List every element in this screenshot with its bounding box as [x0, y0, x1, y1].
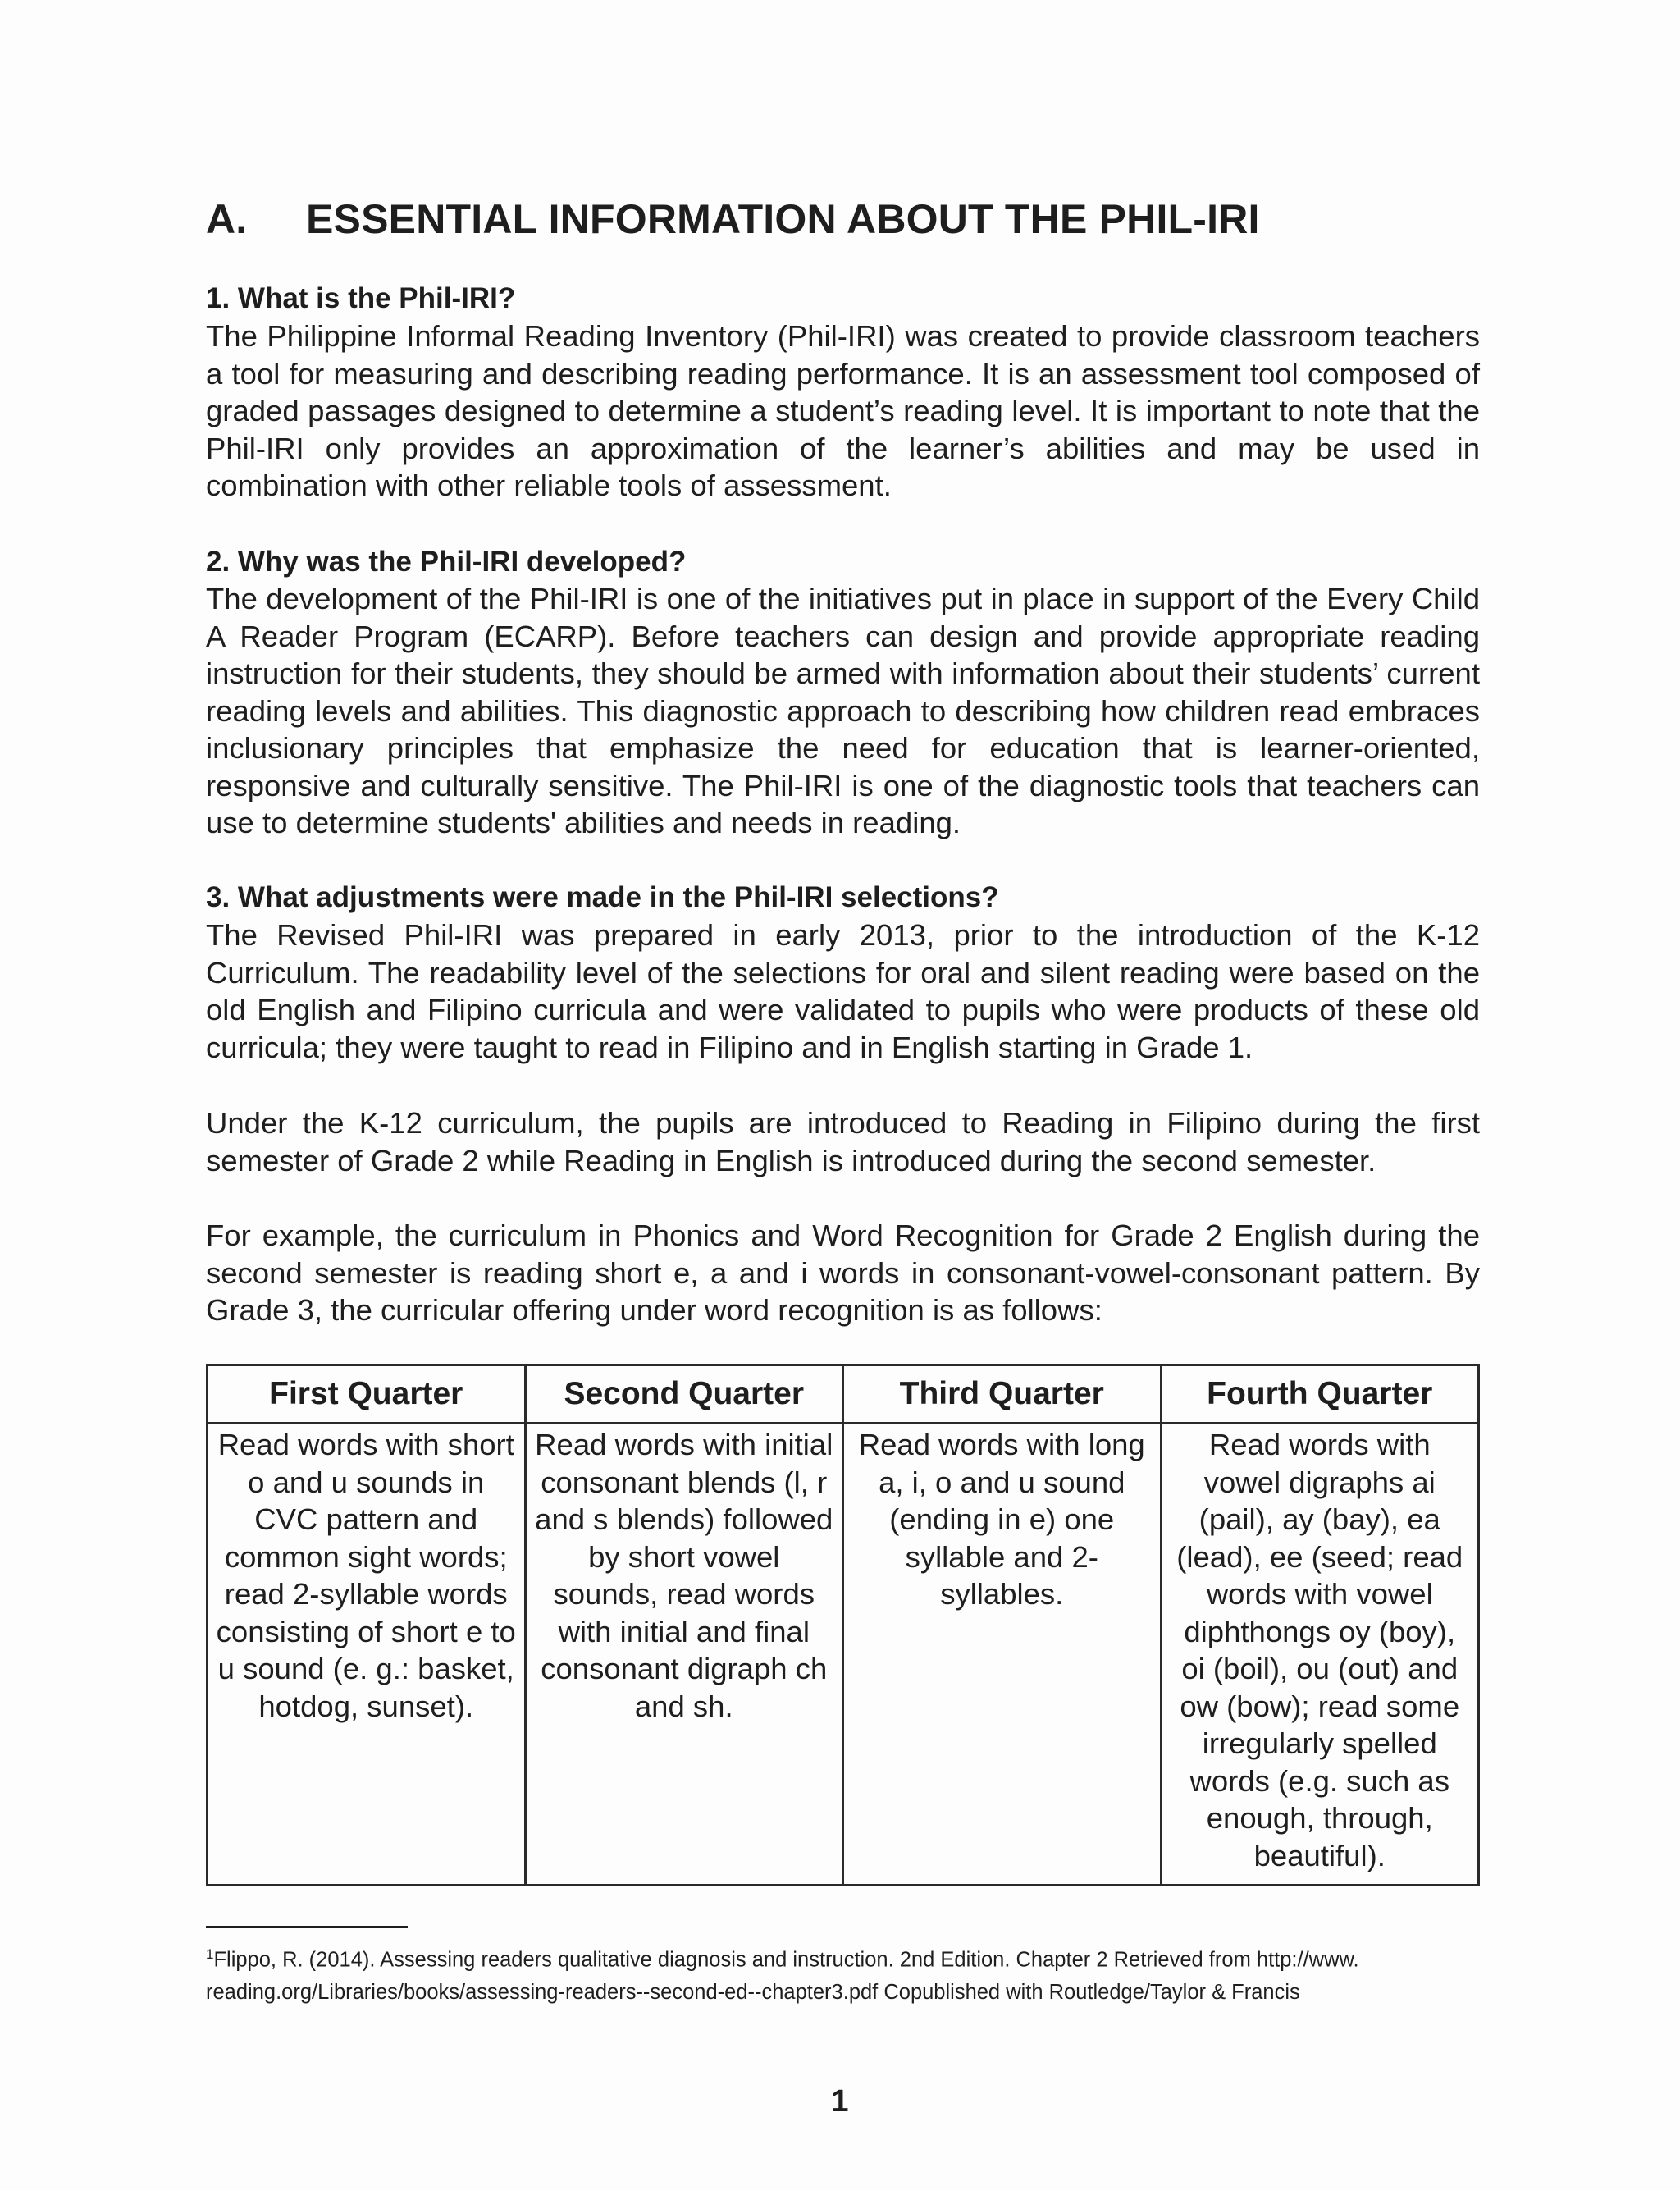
table-header-row: [208, 1365, 1479, 1424]
question-heading-1: 1. What is the Phil-IRI?: [206, 282, 516, 314]
cell-third-quarter: Read words with long a, i, o and u sound (ending in e) one syllable and 2-syllables.: [843, 1424, 1162, 1886]
cell-first-quarter: Read words with short o and u sounds in CVC pattern and common sight words; read 2-syllable words consisting of short e to u sound (e. g.: basket, hotdog, sunset).: [208, 1424, 526, 1886]
header-first-quarter: First Quarter: [208, 1365, 526, 1424]
question-heading-2: 2. Why was the Phil-IRI developed?: [206, 546, 687, 578]
question-heading-3: 3. What adjustments were made in the Phil-IRI selections?: [206, 881, 999, 913]
table-row: [208, 1424, 1479, 1886]
section-letter: A.: [206, 196, 248, 242]
paragraph-example: For example, the curriculum in Phonics and Word Recognition for Grade 2 English during the second semester is reading short e, a and i words in consonant-vowel-consonant pattern. By Grade 3, the curricular offering under word recognition is as follows:: [206, 1218, 1480, 1327]
header-second-quarter: Second Quarter: [525, 1365, 843, 1424]
footnote-divider: [206, 1926, 408, 1928]
footnote-text: Flippo, R. (2014). Assessing readers qualitative diagnosis and instruction. 2nd Edition. Chapter 2 Retrieved from http://www. reading.org/Libraries/books/assessing-readers--second-ed--chapter3.pdf Copublished with Routledge/Taylor & Francis: [206, 1948, 1359, 2004]
section-title-text: ESSENTIAL INFORMATION ABOUT THE PHIL-IRI: [306, 196, 1260, 242]
footnote: [206, 1938, 1486, 2009]
section-title: [206, 195, 1260, 243]
footnote-marker: 1: [206, 1946, 214, 1962]
cell-fourth-quarter: Read words with vowel digraphs ai (pail), ay (bay), ea (lead), ee (seed; read words with vowel diphthongs oy (boy), oi (boil), ou (out) and ow (bow); read some irregularly spelled words (e.g. such as enough, through, beautiful).: [1161, 1424, 1479, 1886]
word-recognition-table: [206, 1364, 1480, 1886]
paragraph-why-developed: The development of the Phil-IRI is one of the initiatives put in place in support of the Every Child A Reader Program (ECARP). Before teachers can design and provide appropriate reading instruction for their students, they should be armed with information about their students’ current reading levels and abilities. This diagnostic approach to describing how children read embraces inclusionary principles that emphasize the need for education that is learner-oriented, responsive and culturally sensitive. The Phil-IRI is one of the diagnostic tools that teachers can use to determine students' abilities and needs in reading.: [206, 582, 1480, 839]
header-third-quarter: Third Quarter: [843, 1365, 1162, 1424]
paragraph-k12: Under the K-12 curriculum, the pupils are introduced to Reading in Filipino during the first semester of Grade 2 while Reading in English is introduced during the second semester.: [206, 1106, 1480, 1177]
paragraph-what-is: The Philippine Informal Reading Inventory (Phil-IRI) was created to provide classroom teachers a tool for measuring and describing reading performance. It is an assessment tool composed of graded passages designed to determine a student’s reading level. It is important to note that the Phil-IRI only provides an approximation of the learner’s abilities and may be used in combination with other reliable tools of assessment.: [206, 319, 1480, 502]
header-fourth-quarter: Fourth Quarter: [1161, 1365, 1479, 1424]
paragraph-adjustments: The Revised Phil-IRI was prepared in early 2013, prior to the introduction of the K-12 Curriculum. The readability level of the selections for oral and silent reading were based on the old English and Filipino curricula and were validated to pupils who were products of these old curricula; they were taught to read in Filipino and in English starting in Grade 1.: [206, 918, 1480, 1064]
page-number: 1: [831, 2084, 849, 2119]
cell-second-quarter: Read words with initial consonant blends (l, r and s blends) followed by short vowel sounds, read words with initial and final consonant digraph ch and sh.: [525, 1424, 843, 1886]
